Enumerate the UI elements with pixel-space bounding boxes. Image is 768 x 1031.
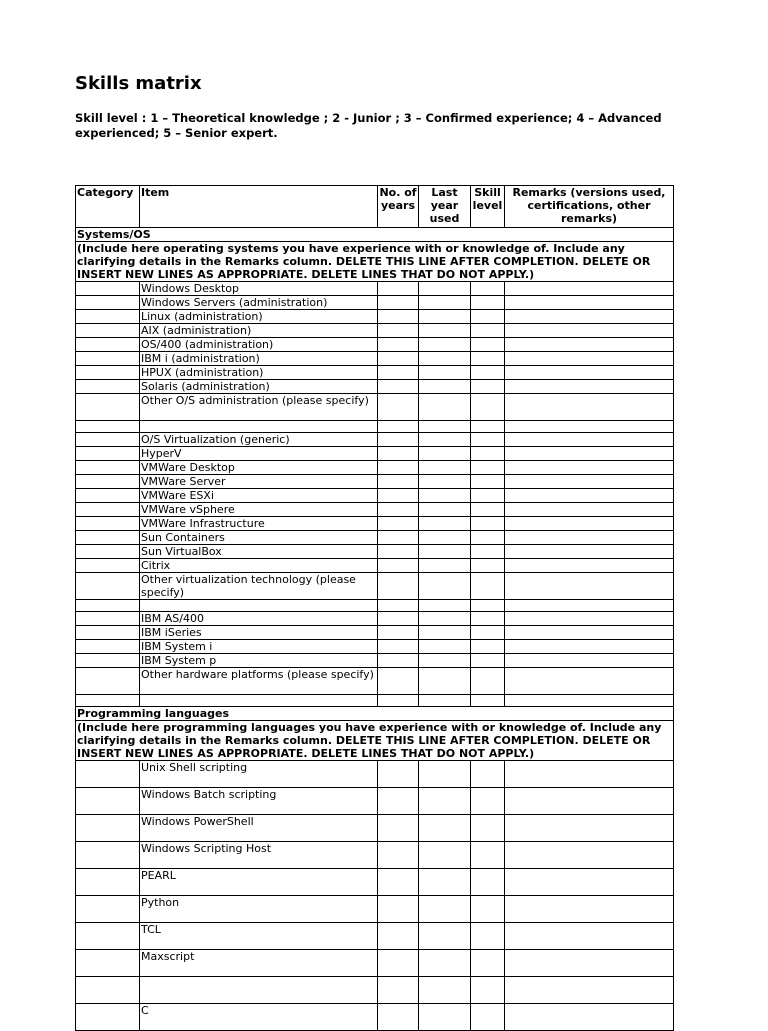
remarks-cell[interactable] <box>505 600 674 612</box>
item-cell: OS/400 (administration) <box>140 338 378 352</box>
last-year-cell[interactable] <box>419 612 471 626</box>
category-cell <box>76 640 140 654</box>
remarks-cell[interactable] <box>505 310 674 324</box>
remarks-cell[interactable] <box>505 282 674 296</box>
remarks-cell[interactable] <box>505 869 674 896</box>
years-cell[interactable] <box>378 282 419 296</box>
remarks-cell[interactable] <box>505 324 674 338</box>
table-row <box>76 612 674 626</box>
item-cell <box>140 977 378 1004</box>
item-cell: Sun Containers <box>140 531 378 545</box>
category-cell <box>76 559 140 573</box>
table-row <box>76 573 674 600</box>
table-row <box>76 503 674 517</box>
table-row <box>76 475 674 489</box>
last-year-cell[interactable] <box>419 695 471 707</box>
table-row <box>76 421 674 433</box>
last-year-cell[interactable] <box>419 950 471 977</box>
table-row <box>76 352 674 366</box>
item-cell: C <box>140 1004 378 1031</box>
header-skill-level: Skill level <box>471 186 505 228</box>
item-cell: Windows Desktop <box>140 282 378 296</box>
skill-level-cell[interactable] <box>471 475 505 489</box>
years-cell[interactable] <box>378 788 419 815</box>
skill-level-cell[interactable] <box>471 461 505 475</box>
last-year-cell[interactable] <box>419 573 471 600</box>
item-cell: VMWare Server <box>140 475 378 489</box>
category-cell <box>76 545 140 559</box>
skill-level-cell[interactable] <box>471 842 505 869</box>
item-cell: Citrix <box>140 559 378 573</box>
table-row <box>76 310 674 324</box>
category-cell <box>76 869 140 896</box>
years-cell[interactable] <box>378 950 419 977</box>
header-category: Category <box>76 186 140 228</box>
item-cell: VMWare Infrastructure <box>140 517 378 531</box>
years-cell[interactable] <box>378 761 419 788</box>
last-year-cell[interactable] <box>419 640 471 654</box>
category-cell <box>76 461 140 475</box>
category-cell <box>76 654 140 668</box>
table-row <box>76 977 674 1004</box>
skill-level-cell[interactable] <box>471 950 505 977</box>
item-cell: Solaris (administration) <box>140 380 378 394</box>
table-row <box>76 380 674 394</box>
remarks-cell[interactable] <box>505 394 674 421</box>
last-year-cell[interactable] <box>419 394 471 421</box>
skill-level-cell[interactable] <box>471 1004 505 1031</box>
last-year-cell[interactable] <box>419 310 471 324</box>
item-cell: IBM AS/400 <box>140 612 378 626</box>
table-row <box>76 489 674 503</box>
remarks-cell[interactable] <box>505 545 674 559</box>
last-year-cell[interactable] <box>419 421 471 433</box>
item-cell: O/S Virtualization (generic) <box>140 433 378 447</box>
table-row <box>76 282 674 296</box>
skill-level-cell[interactable] <box>471 559 505 573</box>
item-cell <box>140 695 378 707</box>
remarks-cell[interactable] <box>505 612 674 626</box>
years-cell[interactable] <box>378 559 419 573</box>
table-row <box>76 394 674 421</box>
item-cell: Windows Batch scripting <box>140 788 378 815</box>
years-cell[interactable] <box>378 1004 419 1031</box>
header-remarks: Remarks (versions used, certifications, other remarks) <box>505 186 674 228</box>
remarks-cell[interactable] <box>505 626 674 640</box>
last-year-cell[interactable] <box>419 869 471 896</box>
remarks-cell[interactable] <box>505 531 674 545</box>
remarks-cell[interactable] <box>505 366 674 380</box>
remarks-cell[interactable] <box>505 352 674 366</box>
years-cell[interactable] <box>378 503 419 517</box>
remarks-cell[interactable] <box>505 977 674 1004</box>
skill-level-cell[interactable] <box>471 573 505 600</box>
last-year-cell[interactable] <box>419 654 471 668</box>
years-cell[interactable] <box>378 338 419 352</box>
category-cell <box>76 380 140 394</box>
remarks-cell[interactable] <box>505 380 674 394</box>
item-cell: HPUX (administration) <box>140 366 378 380</box>
last-year-cell[interactable] <box>419 815 471 842</box>
item-cell: Sun VirtualBox <box>140 545 378 559</box>
skill-level-cell[interactable] <box>471 421 505 433</box>
category-cell <box>76 761 140 788</box>
remarks-cell[interactable] <box>505 695 674 707</box>
item-cell: TCL <box>140 923 378 950</box>
skill-level-cell[interactable] <box>471 324 505 338</box>
years-cell[interactable] <box>378 461 419 475</box>
skill-level-cell[interactable] <box>471 531 505 545</box>
last-year-cell[interactable] <box>419 668 471 695</box>
remarks-cell[interactable] <box>505 559 674 573</box>
skill-level-cell[interactable] <box>471 668 505 695</box>
table-header-row <box>76 186 674 228</box>
table-row <box>76 600 674 612</box>
years-cell[interactable] <box>378 626 419 640</box>
remarks-cell[interactable] <box>505 950 674 977</box>
years-cell[interactable] <box>378 380 419 394</box>
years-cell[interactable] <box>378 612 419 626</box>
skill-level-legend: Skill level : 1 – Theoretical knowledge ; 2 - Junior ; 3 – Confirmed experience; 4 – Advanced experienced; 5 – Senior expert. <box>75 111 662 140</box>
item-cell: Windows Servers (administration) <box>140 296 378 310</box>
table-row <box>76 517 674 531</box>
skill-level-cell[interactable] <box>471 612 505 626</box>
table-row <box>76 896 674 923</box>
years-cell[interactable] <box>378 545 419 559</box>
item-cell: IBM System i <box>140 640 378 654</box>
remarks-cell[interactable] <box>505 517 674 531</box>
skill-level-cell[interactable] <box>471 788 505 815</box>
years-cell[interactable] <box>378 475 419 489</box>
table-row <box>76 531 674 545</box>
years-cell[interactable] <box>378 421 419 433</box>
table-row <box>76 842 674 869</box>
years-cell[interactable] <box>378 489 419 503</box>
table-row <box>76 788 674 815</box>
category-cell <box>76 626 140 640</box>
category-cell <box>76 310 140 324</box>
table-row <box>76 654 674 668</box>
skill-level-cell[interactable] <box>471 600 505 612</box>
table-row <box>76 433 674 447</box>
header-last-year-used: Last year used <box>419 186 471 228</box>
table-row <box>76 324 674 338</box>
skills-matrix-table <box>75 185 674 1031</box>
item-cell: Other O/S administration (please specify) <box>140 394 378 421</box>
category-cell <box>76 433 140 447</box>
item-cell: Maxscript <box>140 950 378 977</box>
skill-level-cell[interactable] <box>471 896 505 923</box>
category-cell <box>76 600 140 612</box>
category-cell <box>76 324 140 338</box>
item-cell: AIX (administration) <box>140 324 378 338</box>
category-cell <box>76 815 140 842</box>
skill-level-cell[interactable] <box>471 282 505 296</box>
category-cell <box>76 788 140 815</box>
table-row <box>76 366 674 380</box>
years-cell[interactable] <box>378 310 419 324</box>
remarks-cell[interactable] <box>505 489 674 503</box>
years-cell[interactable] <box>378 654 419 668</box>
years-cell[interactable] <box>378 695 419 707</box>
years-cell[interactable] <box>378 394 419 421</box>
skill-level-cell[interactable] <box>471 366 505 380</box>
item-cell <box>140 421 378 433</box>
last-year-cell[interactable] <box>419 1004 471 1031</box>
last-year-cell[interactable] <box>419 489 471 503</box>
last-year-cell[interactable] <box>419 761 471 788</box>
skill-level-cell[interactable] <box>471 640 505 654</box>
skill-level-cell[interactable] <box>471 869 505 896</box>
section-note-row-programming <box>76 721 674 761</box>
table-row <box>76 1004 674 1031</box>
item-cell: Unix Shell scripting <box>140 761 378 788</box>
category-cell <box>76 282 140 296</box>
category-cell <box>76 531 140 545</box>
skill-level-cell[interactable] <box>471 447 505 461</box>
section-row-programming <box>76 707 674 721</box>
item-cell: Other virtualization technology (please specify) <box>140 573 378 600</box>
remarks-cell[interactable] <box>505 503 674 517</box>
remarks-cell[interactable] <box>505 475 674 489</box>
header-years: No. of years <box>378 186 419 228</box>
remarks-cell[interactable] <box>505 433 674 447</box>
skill-level-cell[interactable] <box>471 545 505 559</box>
years-cell[interactable] <box>378 296 419 310</box>
item-cell: IBM iSeries <box>140 626 378 640</box>
remarks-cell[interactable] <box>505 896 674 923</box>
table-row <box>76 695 674 707</box>
remarks-cell[interactable] <box>505 842 674 869</box>
skill-level-cell[interactable] <box>471 380 505 394</box>
table-row <box>76 761 674 788</box>
table-row <box>76 640 674 654</box>
skill-level-cell[interactable] <box>471 923 505 950</box>
skill-level-cell[interactable] <box>471 626 505 640</box>
years-cell[interactable] <box>378 366 419 380</box>
last-year-cell[interactable] <box>419 977 471 1004</box>
item-cell: VMWare ESXi <box>140 489 378 503</box>
skill-level-cell[interactable] <box>471 761 505 788</box>
category-cell <box>76 296 140 310</box>
table-row <box>76 869 674 896</box>
section-note-programming: (Include here programming languages you have experience with or knowledge of. Include any clarifying details in the Remarks column. DELETE THIS LINE AFTER COMPLETION. DELETE OR INSERT NEW LINES AS APPROPRIATE. DELETE LINES THAT DO NOT APPLY.) <box>76 721 674 761</box>
item-cell: Windows PowerShell <box>140 815 378 842</box>
table-row <box>76 559 674 573</box>
skill-level-cell[interactable] <box>471 977 505 1004</box>
category-cell <box>76 489 140 503</box>
remarks-cell[interactable] <box>505 296 674 310</box>
skill-level-cell[interactable] <box>471 815 505 842</box>
skill-level-cell[interactable] <box>471 310 505 324</box>
category-cell <box>76 352 140 366</box>
skill-level-cell[interactable] <box>471 433 505 447</box>
years-cell[interactable] <box>378 600 419 612</box>
last-year-cell[interactable] <box>419 531 471 545</box>
years-cell[interactable] <box>378 842 419 869</box>
item-cell: PEARL <box>140 869 378 896</box>
remarks-cell[interactable] <box>505 447 674 461</box>
category-cell <box>76 338 140 352</box>
remarks-cell[interactable] <box>505 461 674 475</box>
skill-level-cell[interactable] <box>471 695 505 707</box>
section-note-systems: (Include here operating systems you have experience with or knowledge of. Include any clarifying details in the Remarks column. DELETE THIS LINE AFTER COMPLETION. DELETE OR INSERT NEW LINES AS APPROPRIATE. DELETE LINES THAT DO NOT APPLY.) <box>76 242 674 282</box>
category-cell <box>76 517 140 531</box>
remarks-cell[interactable] <box>505 923 674 950</box>
item-cell: HyperV <box>140 447 378 461</box>
remarks-cell[interactable] <box>505 815 674 842</box>
last-year-cell[interactable] <box>419 626 471 640</box>
table-row <box>76 296 674 310</box>
skill-level-cell[interactable] <box>471 654 505 668</box>
header-item: Item <box>140 186 378 228</box>
years-cell[interactable] <box>378 815 419 842</box>
skill-level-cell[interactable] <box>471 296 505 310</box>
section-note-row-systems <box>76 242 674 282</box>
remarks-cell[interactable] <box>505 421 674 433</box>
category-cell <box>76 366 140 380</box>
skill-level-cell[interactable] <box>471 394 505 421</box>
last-year-cell[interactable] <box>419 380 471 394</box>
skill-level-cell[interactable] <box>471 489 505 503</box>
item-cell: VMWare Desktop <box>140 461 378 475</box>
last-year-cell[interactable] <box>419 338 471 352</box>
category-cell <box>76 977 140 1004</box>
table-row <box>76 626 674 640</box>
last-year-cell[interactable] <box>419 324 471 338</box>
years-cell[interactable] <box>378 352 419 366</box>
table-row <box>76 815 674 842</box>
last-year-cell[interactable] <box>419 282 471 296</box>
remarks-cell[interactable] <box>505 761 674 788</box>
table-row <box>76 447 674 461</box>
years-cell[interactable] <box>378 923 419 950</box>
years-cell[interactable] <box>378 447 419 461</box>
skill-level-cell[interactable] <box>471 517 505 531</box>
last-year-cell[interactable] <box>419 475 471 489</box>
skill-level-cell[interactable] <box>471 503 505 517</box>
item-cell <box>140 600 378 612</box>
section-title-systems: Systems/OS <box>76 228 674 242</box>
last-year-cell[interactable] <box>419 559 471 573</box>
category-cell <box>76 842 140 869</box>
category-cell <box>76 503 140 517</box>
section-row-systems <box>76 228 674 242</box>
category-cell <box>76 1004 140 1031</box>
table-row <box>76 338 674 352</box>
remarks-cell[interactable] <box>505 654 674 668</box>
remarks-cell[interactable] <box>505 640 674 654</box>
last-year-cell[interactable] <box>419 366 471 380</box>
item-cell: VMWare vSphere <box>140 503 378 517</box>
skill-level-cell[interactable] <box>471 352 505 366</box>
category-cell <box>76 950 140 977</box>
last-year-cell[interactable] <box>419 352 471 366</box>
category-cell <box>76 475 140 489</box>
remarks-cell[interactable] <box>505 573 674 600</box>
skill-level-cell[interactable] <box>471 338 505 352</box>
item-cell: Other hardware platforms (please specify) <box>140 668 378 695</box>
years-cell[interactable] <box>378 517 419 531</box>
last-year-cell[interactable] <box>419 788 471 815</box>
category-cell <box>76 896 140 923</box>
table-row <box>76 923 674 950</box>
category-cell <box>76 923 140 950</box>
section-title-programming: Programming languages <box>76 707 674 721</box>
table-row <box>76 545 674 559</box>
item-cell: IBM System p <box>140 654 378 668</box>
item-cell: Windows Scripting Host <box>140 842 378 869</box>
category-cell <box>76 695 140 707</box>
table-row <box>76 950 674 977</box>
table-body <box>76 228 674 1031</box>
category-cell <box>76 394 140 421</box>
last-year-cell[interactable] <box>419 433 471 447</box>
remarks-cell[interactable] <box>505 338 674 352</box>
item-cell: IBM i (administration) <box>140 352 378 366</box>
category-cell <box>76 447 140 461</box>
last-year-cell[interactable] <box>419 461 471 475</box>
years-cell[interactable] <box>378 531 419 545</box>
years-cell[interactable] <box>378 324 419 338</box>
category-cell <box>76 668 140 695</box>
last-year-cell[interactable] <box>419 296 471 310</box>
last-year-cell[interactable] <box>419 600 471 612</box>
years-cell[interactable] <box>378 977 419 1004</box>
last-year-cell[interactable] <box>419 503 471 517</box>
years-cell[interactable] <box>378 640 419 654</box>
category-cell <box>76 573 140 600</box>
category-cell <box>76 612 140 626</box>
last-year-cell[interactable] <box>419 896 471 923</box>
years-cell[interactable] <box>378 433 419 447</box>
item-cell: Linux (administration) <box>140 310 378 324</box>
table-row <box>76 668 674 695</box>
item-cell: Python <box>140 896 378 923</box>
last-year-cell[interactable] <box>419 842 471 869</box>
last-year-cell[interactable] <box>419 545 471 559</box>
page-title: Skills matrix <box>75 73 202 94</box>
years-cell[interactable] <box>378 573 419 600</box>
category-cell <box>76 421 140 433</box>
remarks-cell[interactable] <box>505 668 674 695</box>
years-cell[interactable] <box>378 869 419 896</box>
years-cell[interactable] <box>378 668 419 695</box>
last-year-cell[interactable] <box>419 517 471 531</box>
remarks-cell[interactable] <box>505 1004 674 1031</box>
remarks-cell[interactable] <box>505 788 674 815</box>
table-row <box>76 461 674 475</box>
last-year-cell[interactable] <box>419 923 471 950</box>
last-year-cell[interactable] <box>419 447 471 461</box>
years-cell[interactable] <box>378 896 419 923</box>
